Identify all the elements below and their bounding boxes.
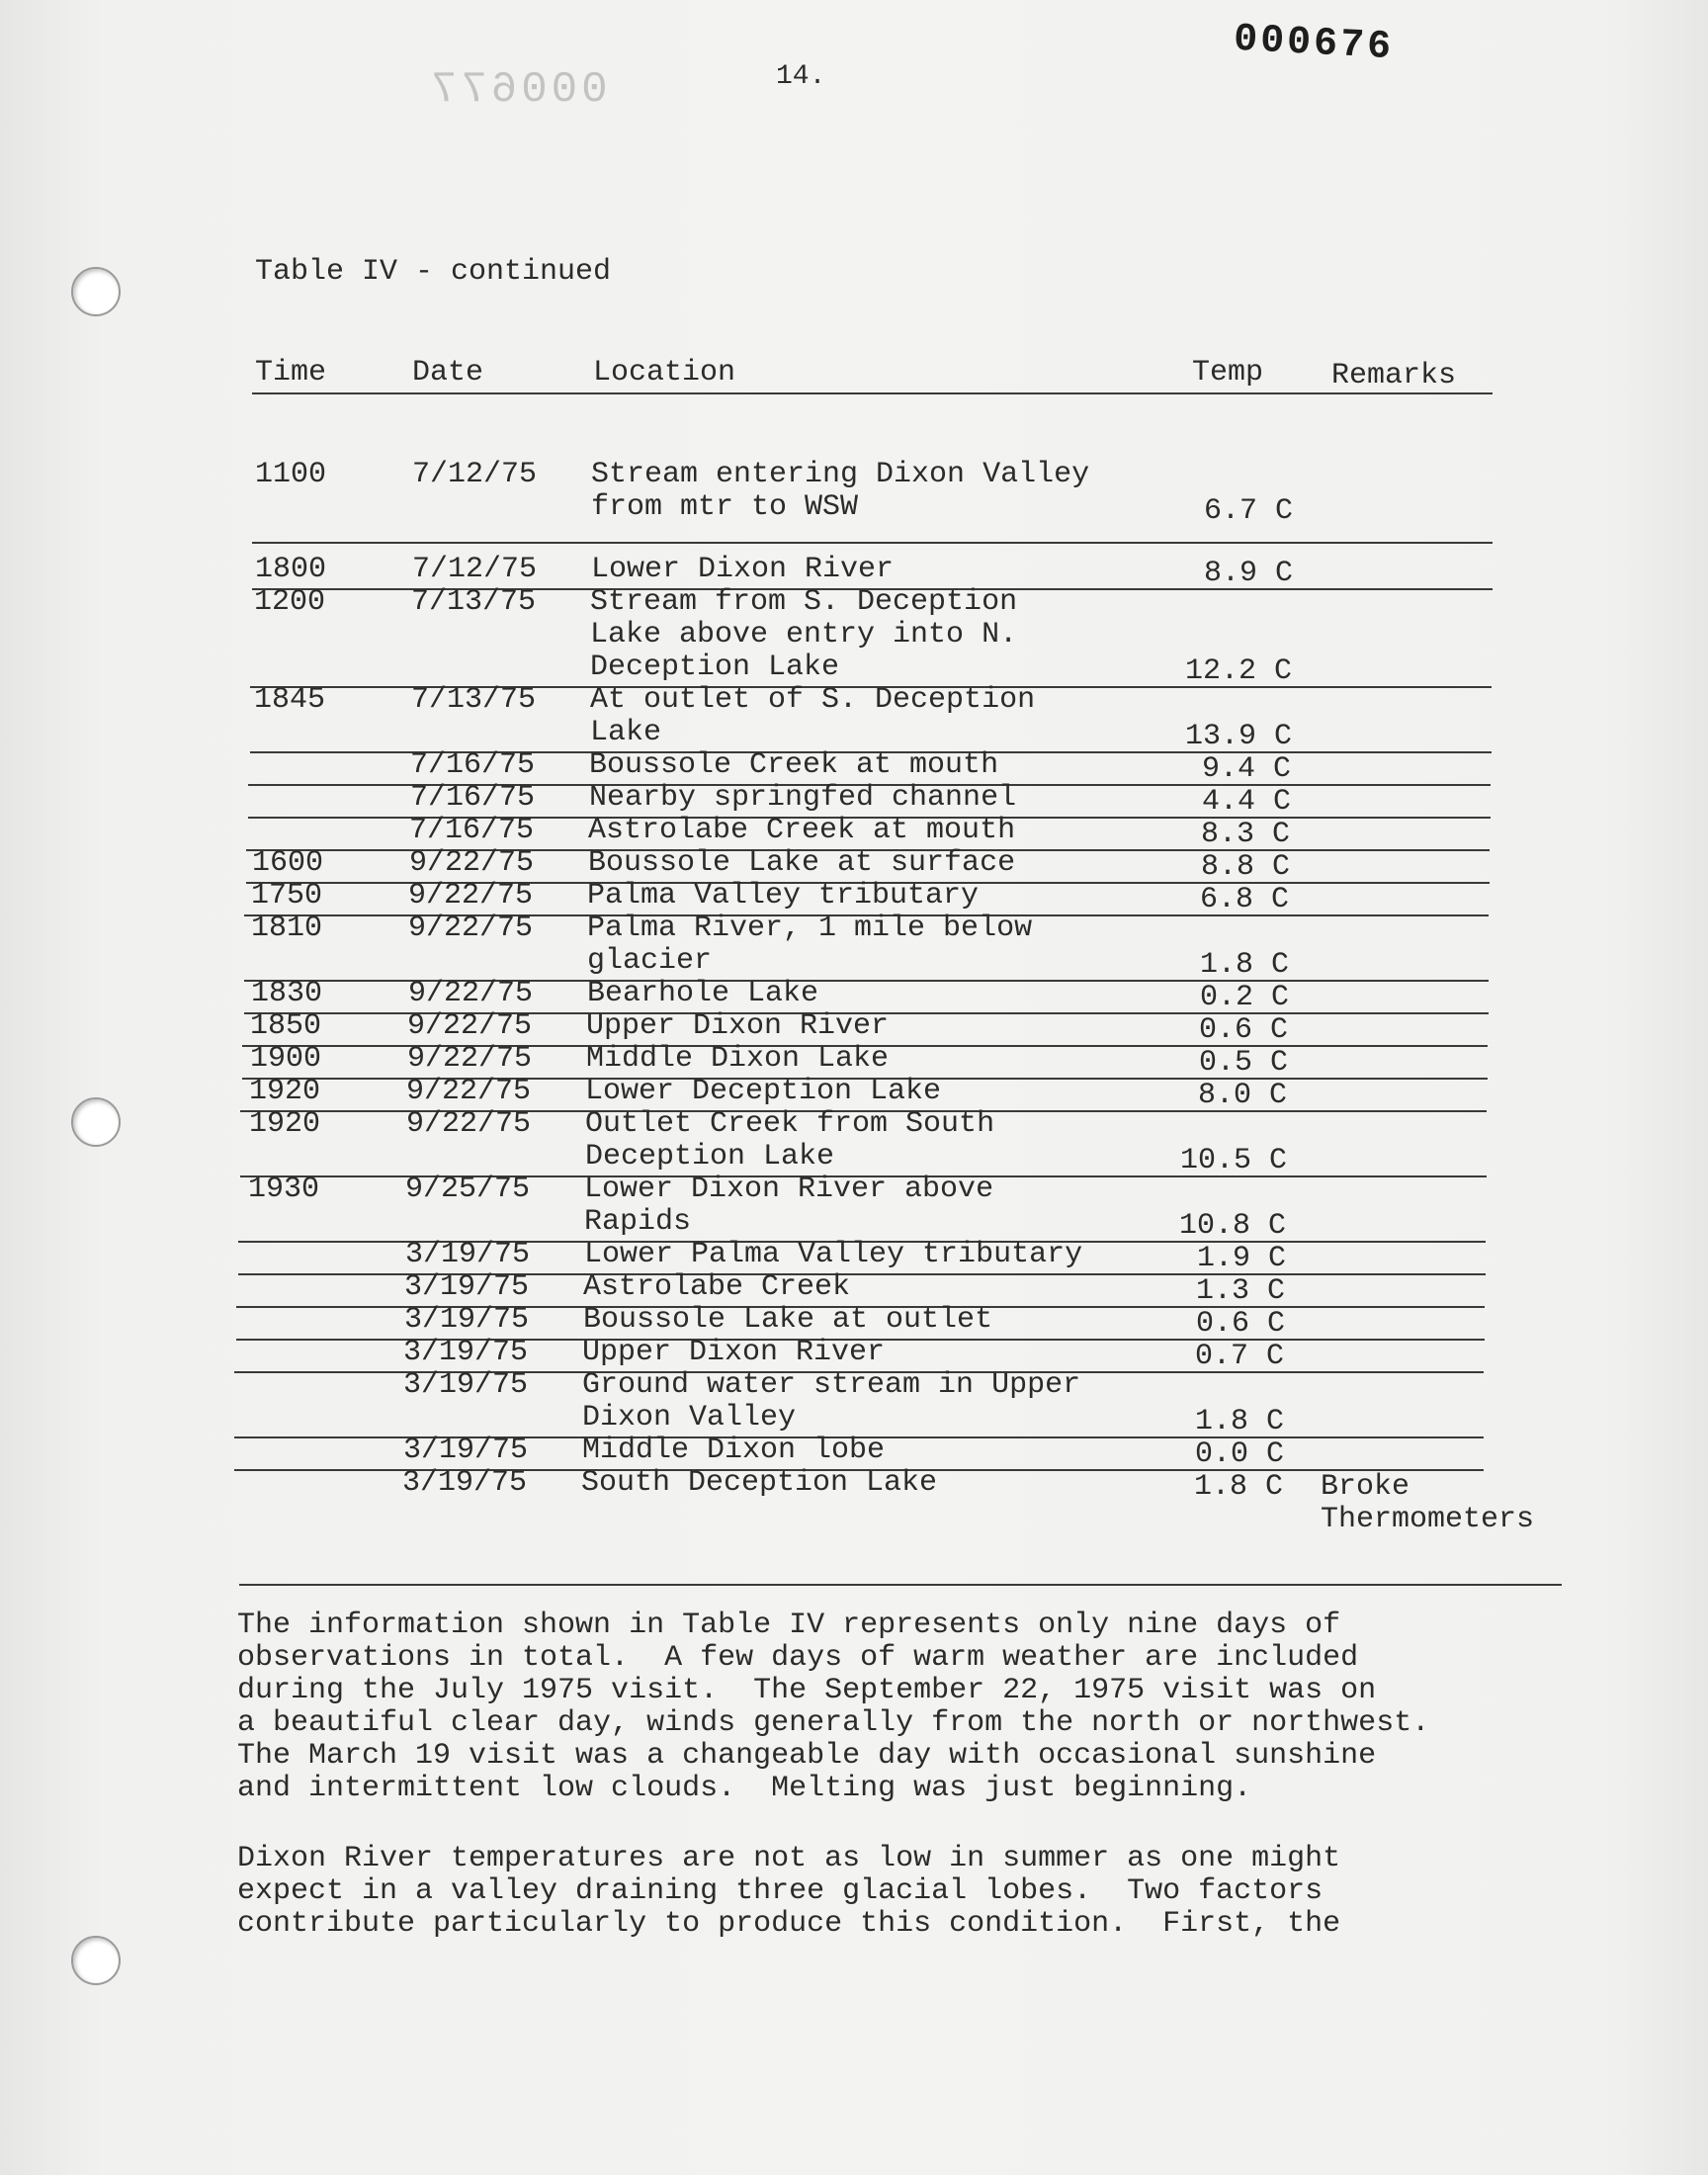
row-date: 9/25/75 — [405, 1173, 531, 1206]
row-location-line: Stream entering Dixon Valley — [591, 458, 1090, 491]
row-date: 7/13/75 — [411, 585, 537, 619]
row-temp: 6.8 C — [1199, 883, 1289, 916]
row-date: 7/13/75 — [411, 683, 537, 717]
row-date: 7/16/75 — [410, 748, 536, 782]
paragraph-2 — [237, 1843, 1621, 1941]
paragraph-1 — [237, 1610, 1621, 1805]
row-temp: 8.9 C — [1203, 557, 1293, 590]
row-time: 1750 — [251, 879, 323, 913]
header-time: Time — [255, 356, 327, 390]
row-location-line: Palma Valley tributary — [587, 879, 980, 913]
row-temp: 13.9 C — [1184, 720, 1292, 753]
row-location-line: Bearhole Lake — [587, 977, 819, 1010]
row-location-line: Boussole Lake at outlet — [583, 1303, 993, 1337]
table-title: Table IV - continued — [255, 255, 612, 289]
row-location-line: Lower Dixon River — [591, 553, 895, 586]
row-temp: 0.6 C — [1198, 1013, 1288, 1047]
paragraph-line: Dixon River temperatures are not as low in summer as one might — [237, 1842, 1341, 1875]
row-temp: 12.2 C — [1184, 654, 1292, 688]
row-location-line: At outlet of S. Deception — [590, 683, 1036, 717]
row-time: 1830 — [251, 977, 323, 1010]
row-remarks-line: Thermometers — [1321, 1503, 1535, 1536]
row-temp: 0.6 C — [1195, 1307, 1285, 1341]
row-temp: 10.8 C — [1178, 1209, 1286, 1243]
row-location-line: Lower Dixon River above — [584, 1173, 994, 1206]
row-temp: 0.7 C — [1194, 1340, 1284, 1373]
row-location-line: Ground water stream in Upper — [582, 1368, 1081, 1402]
row-temp: 1.8 C — [1199, 948, 1289, 982]
paragraph-line: during the July 1975 visit. The September 22, 1975 visit was on — [237, 1674, 1377, 1707]
row-location-line: Upper Dixon River — [582, 1336, 886, 1369]
row-location-line: Outlet Creek from South — [585, 1107, 995, 1141]
header-temp: Temp — [1192, 356, 1264, 390]
row-location-line: Lake — [590, 716, 662, 749]
row-date: 3/19/75 — [403, 1336, 529, 1369]
row-temp: 8.3 C — [1200, 818, 1290, 851]
page-number: 14. — [776, 61, 826, 92]
row-location-line: Middle Dixon lobe — [582, 1434, 886, 1467]
row-location-line: Upper Dixon River — [586, 1009, 890, 1043]
row-date: 9/22/75 — [406, 1075, 532, 1108]
row-location-line: Palma River, 1 mile below — [587, 912, 1033, 945]
binder-hole-top — [71, 267, 121, 316]
row-remarks-line: Broke — [1321, 1470, 1410, 1504]
row-location-line: Deception Lake — [590, 651, 840, 684]
row-date: 3/19/75 — [405, 1238, 531, 1271]
row-location-line: Lake above entry into N. — [590, 618, 1018, 652]
row-time: 1100 — [255, 458, 327, 491]
row-temp: 9.4 C — [1201, 752, 1291, 786]
document-stamp-number: 000676 — [1232, 17, 1396, 71]
row-date: 9/22/75 — [407, 1042, 533, 1076]
paragraph-line: The March 19 visit was a changeable day with occasional sunshine — [237, 1739, 1377, 1773]
paragraph-line: a beautiful clear day, winds generally from the north or northwest. — [237, 1706, 1430, 1740]
row-temp: 1.8 C — [1194, 1405, 1284, 1438]
row-location-line: Lower Deception Lake — [585, 1075, 942, 1108]
row-temp: 0.2 C — [1199, 981, 1289, 1014]
row-temp: 6.7 C — [1203, 494, 1293, 528]
header-location: Location — [593, 356, 736, 390]
row-date: 9/22/75 — [409, 846, 535, 880]
row-time: 1200 — [254, 585, 326, 619]
row-location-line: South Deception Lake — [581, 1466, 938, 1500]
row-location-line: Rapids — [584, 1205, 692, 1239]
row-date: 7/16/75 — [409, 814, 535, 847]
row-time: 1920 — [249, 1107, 321, 1141]
header-rule — [252, 392, 1493, 394]
row-temp: 1.8 C — [1193, 1470, 1283, 1504]
row-location-line: Nearby springfed channel — [589, 781, 1017, 815]
row-location-line: Middle Dixon Lake — [586, 1042, 890, 1076]
table-bottom-rule — [239, 1584, 1562, 1586]
row-time: 1900 — [250, 1042, 322, 1076]
row-temp: 1.9 C — [1196, 1242, 1286, 1275]
row-location-line: Dixon Valley — [582, 1401, 797, 1435]
row-temp: 0.5 C — [1198, 1046, 1288, 1080]
row-location-line: glacier — [587, 944, 713, 978]
row-date: 3/19/75 — [404, 1303, 530, 1337]
row-location-line: Astrolabe Creek at mouth — [588, 814, 1016, 847]
row-date: 9/22/75 — [408, 912, 534, 945]
row-time: 1845 — [254, 683, 326, 717]
row-time: 1920 — [249, 1075, 321, 1108]
row-temp: 8.8 C — [1200, 850, 1290, 884]
row-location-line: Stream from S. Deception — [590, 585, 1018, 619]
row-temp: 4.4 C — [1201, 785, 1291, 819]
row-time: 1930 — [248, 1173, 320, 1206]
row-date: 9/22/75 — [406, 1107, 532, 1141]
row-location-line: Deception Lake — [585, 1140, 835, 1174]
row-temp: 0.0 C — [1194, 1437, 1284, 1471]
row-rule — [252, 542, 1493, 544]
row-temp: 1.3 C — [1195, 1274, 1285, 1308]
row-date: 9/22/75 — [408, 977, 534, 1010]
row-temp: 10.5 C — [1179, 1144, 1287, 1177]
paragraph-line: expect in a valley draining three glacial lobes. Two factors — [237, 1874, 1324, 1908]
row-date: 9/22/75 — [407, 1009, 533, 1043]
row-location-line: Boussole Creek at mouth — [589, 748, 999, 782]
binder-hole-bottom — [71, 1936, 121, 1985]
row-location-line: Astrolabe Creek — [583, 1270, 851, 1304]
row-date: 7/12/75 — [412, 553, 538, 586]
row-time: 1850 — [250, 1009, 322, 1043]
paragraph-line: contribute particularly to produce this condition. First, the — [237, 1907, 1341, 1941]
row-date: 3/19/75 — [403, 1368, 529, 1402]
bleed-through-number: 000677 — [427, 65, 608, 115]
row-date: 3/19/75 — [402, 1466, 528, 1500]
paragraph-line: and intermittent low clouds. Melting was just beginning. — [237, 1772, 1252, 1805]
paragraph-line: observations in total. A few days of warm weather are included — [237, 1641, 1359, 1675]
header-date: Date — [412, 356, 484, 390]
row-date: 7/16/75 — [410, 781, 536, 815]
paragraph-line: The information shown in Table IV represents only nine days of — [237, 1609, 1341, 1642]
row-time: 1810 — [251, 912, 323, 945]
binder-hole-middle — [71, 1097, 121, 1147]
row-date: 3/19/75 — [403, 1434, 529, 1467]
row-temp: 8.0 C — [1197, 1079, 1287, 1112]
row-location-line: Lower Palma Valley tributary — [584, 1238, 1083, 1271]
row-date: 3/19/75 — [404, 1270, 530, 1304]
header-remarks: Remarks — [1331, 359, 1457, 392]
row-location-line: Boussole Lake at surface — [588, 846, 1016, 880]
row-time: 1800 — [255, 553, 327, 586]
row-time: 1600 — [252, 846, 324, 880]
row-location-line: from mtr to WSW — [591, 490, 859, 524]
row-date: 9/22/75 — [408, 879, 534, 913]
row-date: 7/12/75 — [412, 458, 538, 491]
